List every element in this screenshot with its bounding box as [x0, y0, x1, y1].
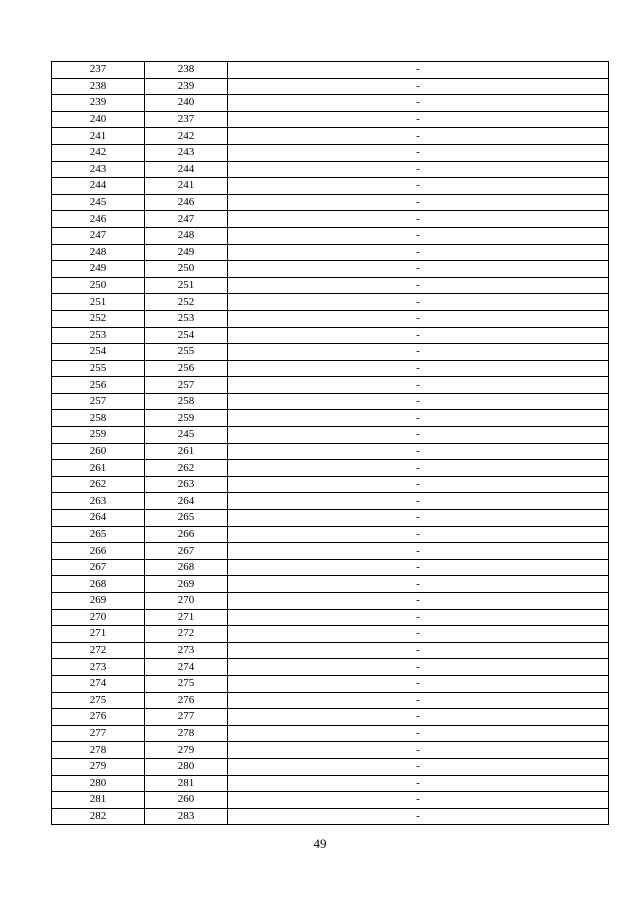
- table-cell: -: [228, 327, 609, 344]
- table-cell: 255: [145, 344, 228, 361]
- table-row: [52, 427, 609, 444]
- table-row: [52, 642, 609, 659]
- table-cell: -: [228, 725, 609, 742]
- table-cell: -: [228, 227, 609, 244]
- table-row: [52, 758, 609, 775]
- table-row: [52, 128, 609, 145]
- table-row: [52, 493, 609, 510]
- table-cell: -: [228, 344, 609, 361]
- table-cell: 252: [52, 310, 145, 327]
- table-cell: 259: [145, 410, 228, 427]
- table-row: [52, 393, 609, 410]
- table-cell: 267: [145, 543, 228, 560]
- table-cell: -: [228, 443, 609, 460]
- table-cell: 238: [52, 78, 145, 95]
- table-cell: -: [228, 161, 609, 178]
- table-cell: 237: [145, 111, 228, 128]
- table-cell: 278: [145, 725, 228, 742]
- table-cell: 247: [52, 227, 145, 244]
- table-cell: -: [228, 692, 609, 709]
- table-cell: 257: [52, 393, 145, 410]
- table-cell: -: [228, 742, 609, 759]
- table-cell: 243: [52, 161, 145, 178]
- table-cell: -: [228, 543, 609, 560]
- table-row: [52, 327, 609, 344]
- table-cell: 275: [52, 692, 145, 709]
- table-cell: 279: [52, 758, 145, 775]
- table-cell: -: [228, 626, 609, 643]
- table-cell: 264: [52, 510, 145, 527]
- table-cell: 277: [52, 725, 145, 742]
- table-cell: -: [228, 244, 609, 261]
- data-table: [51, 61, 609, 825]
- table-cell: -: [228, 526, 609, 543]
- table-cell: -: [228, 111, 609, 128]
- table-cell: -: [228, 427, 609, 444]
- table-cell: 261: [52, 460, 145, 477]
- table-cell: 275: [145, 675, 228, 692]
- table-cell: -: [228, 360, 609, 377]
- table-cell: 277: [145, 709, 228, 726]
- table-cell: 280: [52, 775, 145, 792]
- table-cell: 267: [52, 559, 145, 576]
- table-cell: 246: [145, 194, 228, 211]
- table-row: [52, 510, 609, 527]
- table-row: [52, 709, 609, 726]
- table-row: [52, 460, 609, 477]
- table-row: [52, 227, 609, 244]
- table-cell: 237: [52, 62, 145, 79]
- table-cell: -: [228, 510, 609, 527]
- table-row: [52, 62, 609, 79]
- table-cell: 256: [145, 360, 228, 377]
- table-row: [52, 808, 609, 825]
- table-row: [52, 95, 609, 112]
- table-cell: 243: [145, 144, 228, 161]
- table-row: [52, 294, 609, 311]
- table-cell: 241: [52, 128, 145, 145]
- table-cell: 268: [145, 559, 228, 576]
- table-cell: 262: [145, 460, 228, 477]
- table-cell: -: [228, 493, 609, 510]
- table-row: [52, 360, 609, 377]
- table-row: [52, 543, 609, 560]
- table-cell: 258: [52, 410, 145, 427]
- table-row: [52, 161, 609, 178]
- table-row: [52, 344, 609, 361]
- table-row: [52, 526, 609, 543]
- table-cell: 251: [145, 277, 228, 294]
- table-cell: 272: [145, 626, 228, 643]
- table-cell: -: [228, 709, 609, 726]
- table-cell: -: [228, 758, 609, 775]
- table-cell: 262: [52, 476, 145, 493]
- table-cell: 265: [52, 526, 145, 543]
- table-cell: 239: [52, 95, 145, 112]
- table-row: [52, 559, 609, 576]
- table-cell: 244: [145, 161, 228, 178]
- table-row: [52, 742, 609, 759]
- table-cell: 245: [52, 194, 145, 211]
- table-row: [52, 725, 609, 742]
- table-cell: -: [228, 95, 609, 112]
- table-cell: 239: [145, 78, 228, 95]
- table-row: [52, 310, 609, 327]
- table-cell: 263: [52, 493, 145, 510]
- table-cell: -: [228, 377, 609, 394]
- table-cell: -: [228, 792, 609, 809]
- table-cell: 240: [145, 95, 228, 112]
- table-cell: 276: [52, 709, 145, 726]
- table-row: [52, 443, 609, 460]
- table-cell: 264: [145, 493, 228, 510]
- table-cell: -: [228, 609, 609, 626]
- table-cell: 272: [52, 642, 145, 659]
- table-cell: -: [228, 808, 609, 825]
- table-row: [52, 377, 609, 394]
- table-row: [52, 410, 609, 427]
- table-row: [52, 78, 609, 95]
- table-cell: -: [228, 128, 609, 145]
- table-cell: 257: [145, 377, 228, 394]
- table-cell: -: [228, 144, 609, 161]
- table-cell: -: [228, 393, 609, 410]
- table-row: [52, 261, 609, 278]
- table-cell: 245: [145, 427, 228, 444]
- table-row: [52, 675, 609, 692]
- table-cell: 248: [145, 227, 228, 244]
- table-cell: -: [228, 211, 609, 228]
- table-cell: 254: [52, 344, 145, 361]
- table-cell: -: [228, 277, 609, 294]
- table-cell: -: [228, 261, 609, 278]
- table-cell: 248: [52, 244, 145, 261]
- table-cell: 281: [145, 775, 228, 792]
- table-cell: -: [228, 476, 609, 493]
- table-cell: -: [228, 460, 609, 477]
- table-cell: -: [228, 659, 609, 676]
- table-cell: 260: [52, 443, 145, 460]
- table-row: [52, 244, 609, 261]
- table-cell: 268: [52, 576, 145, 593]
- table-cell: 254: [145, 327, 228, 344]
- table-cell: 278: [52, 742, 145, 759]
- table-cell: 256: [52, 377, 145, 394]
- table-row: [52, 476, 609, 493]
- table-row: [52, 659, 609, 676]
- table-row: [52, 211, 609, 228]
- table-cell: 271: [52, 626, 145, 643]
- table-row: [52, 144, 609, 161]
- table-cell: 280: [145, 758, 228, 775]
- table-cell: 255: [52, 360, 145, 377]
- table-row: [52, 576, 609, 593]
- table-cell: 263: [145, 476, 228, 493]
- table-row: [52, 609, 609, 626]
- table-row: [52, 111, 609, 128]
- table-cell: 251: [52, 294, 145, 311]
- table-row: [52, 626, 609, 643]
- table-cell: -: [228, 775, 609, 792]
- table-cell: 250: [52, 277, 145, 294]
- table-row: [52, 792, 609, 809]
- table-cell: 269: [145, 576, 228, 593]
- table-cell: -: [228, 410, 609, 427]
- table-cell: -: [228, 194, 609, 211]
- table-cell: 261: [145, 443, 228, 460]
- table-cell: 241: [145, 178, 228, 195]
- table-cell: 242: [145, 128, 228, 145]
- table-cell: 249: [52, 261, 145, 278]
- table-body: [52, 62, 609, 825]
- table-cell: -: [228, 310, 609, 327]
- table-cell: 270: [145, 593, 228, 610]
- table-cell: -: [228, 62, 609, 79]
- table-cell: 273: [145, 642, 228, 659]
- table-cell: 266: [52, 543, 145, 560]
- table-cell: 282: [52, 808, 145, 825]
- table-cell: -: [228, 593, 609, 610]
- table-cell: -: [228, 78, 609, 95]
- table-cell: 283: [145, 808, 228, 825]
- table-cell: 240: [52, 111, 145, 128]
- table-cell: 253: [145, 310, 228, 327]
- table-cell: 258: [145, 393, 228, 410]
- table-cell: 246: [52, 211, 145, 228]
- table-row: [52, 593, 609, 610]
- table-cell: -: [228, 559, 609, 576]
- table-row: [52, 178, 609, 195]
- table-row: [52, 194, 609, 211]
- table-cell: 252: [145, 294, 228, 311]
- table-cell: -: [228, 294, 609, 311]
- table-cell: 244: [52, 178, 145, 195]
- table-cell: 281: [52, 792, 145, 809]
- table-cell: -: [228, 576, 609, 593]
- table-cell: 279: [145, 742, 228, 759]
- table-cell: 273: [52, 659, 145, 676]
- table-row: [52, 277, 609, 294]
- page-number: 49: [313, 836, 327, 851]
- table-row: [52, 775, 609, 792]
- table-cell: 260: [145, 792, 228, 809]
- table-cell: 274: [145, 659, 228, 676]
- table-cell: -: [228, 178, 609, 195]
- table-cell: 249: [145, 244, 228, 261]
- table-cell: 271: [145, 609, 228, 626]
- table-cell: 250: [145, 261, 228, 278]
- table-cell: 274: [52, 675, 145, 692]
- table-cell: -: [228, 642, 609, 659]
- table-cell: -: [228, 675, 609, 692]
- table-cell: 266: [145, 526, 228, 543]
- table-cell: 242: [52, 144, 145, 161]
- table-cell: 253: [52, 327, 145, 344]
- table-cell: 270: [52, 609, 145, 626]
- table-cell: 259: [52, 427, 145, 444]
- table-cell: 276: [145, 692, 228, 709]
- table-cell: 265: [145, 510, 228, 527]
- table-cell: 238: [145, 62, 228, 79]
- table-row: [52, 692, 609, 709]
- table-cell: 247: [145, 211, 228, 228]
- table-cell: 269: [52, 593, 145, 610]
